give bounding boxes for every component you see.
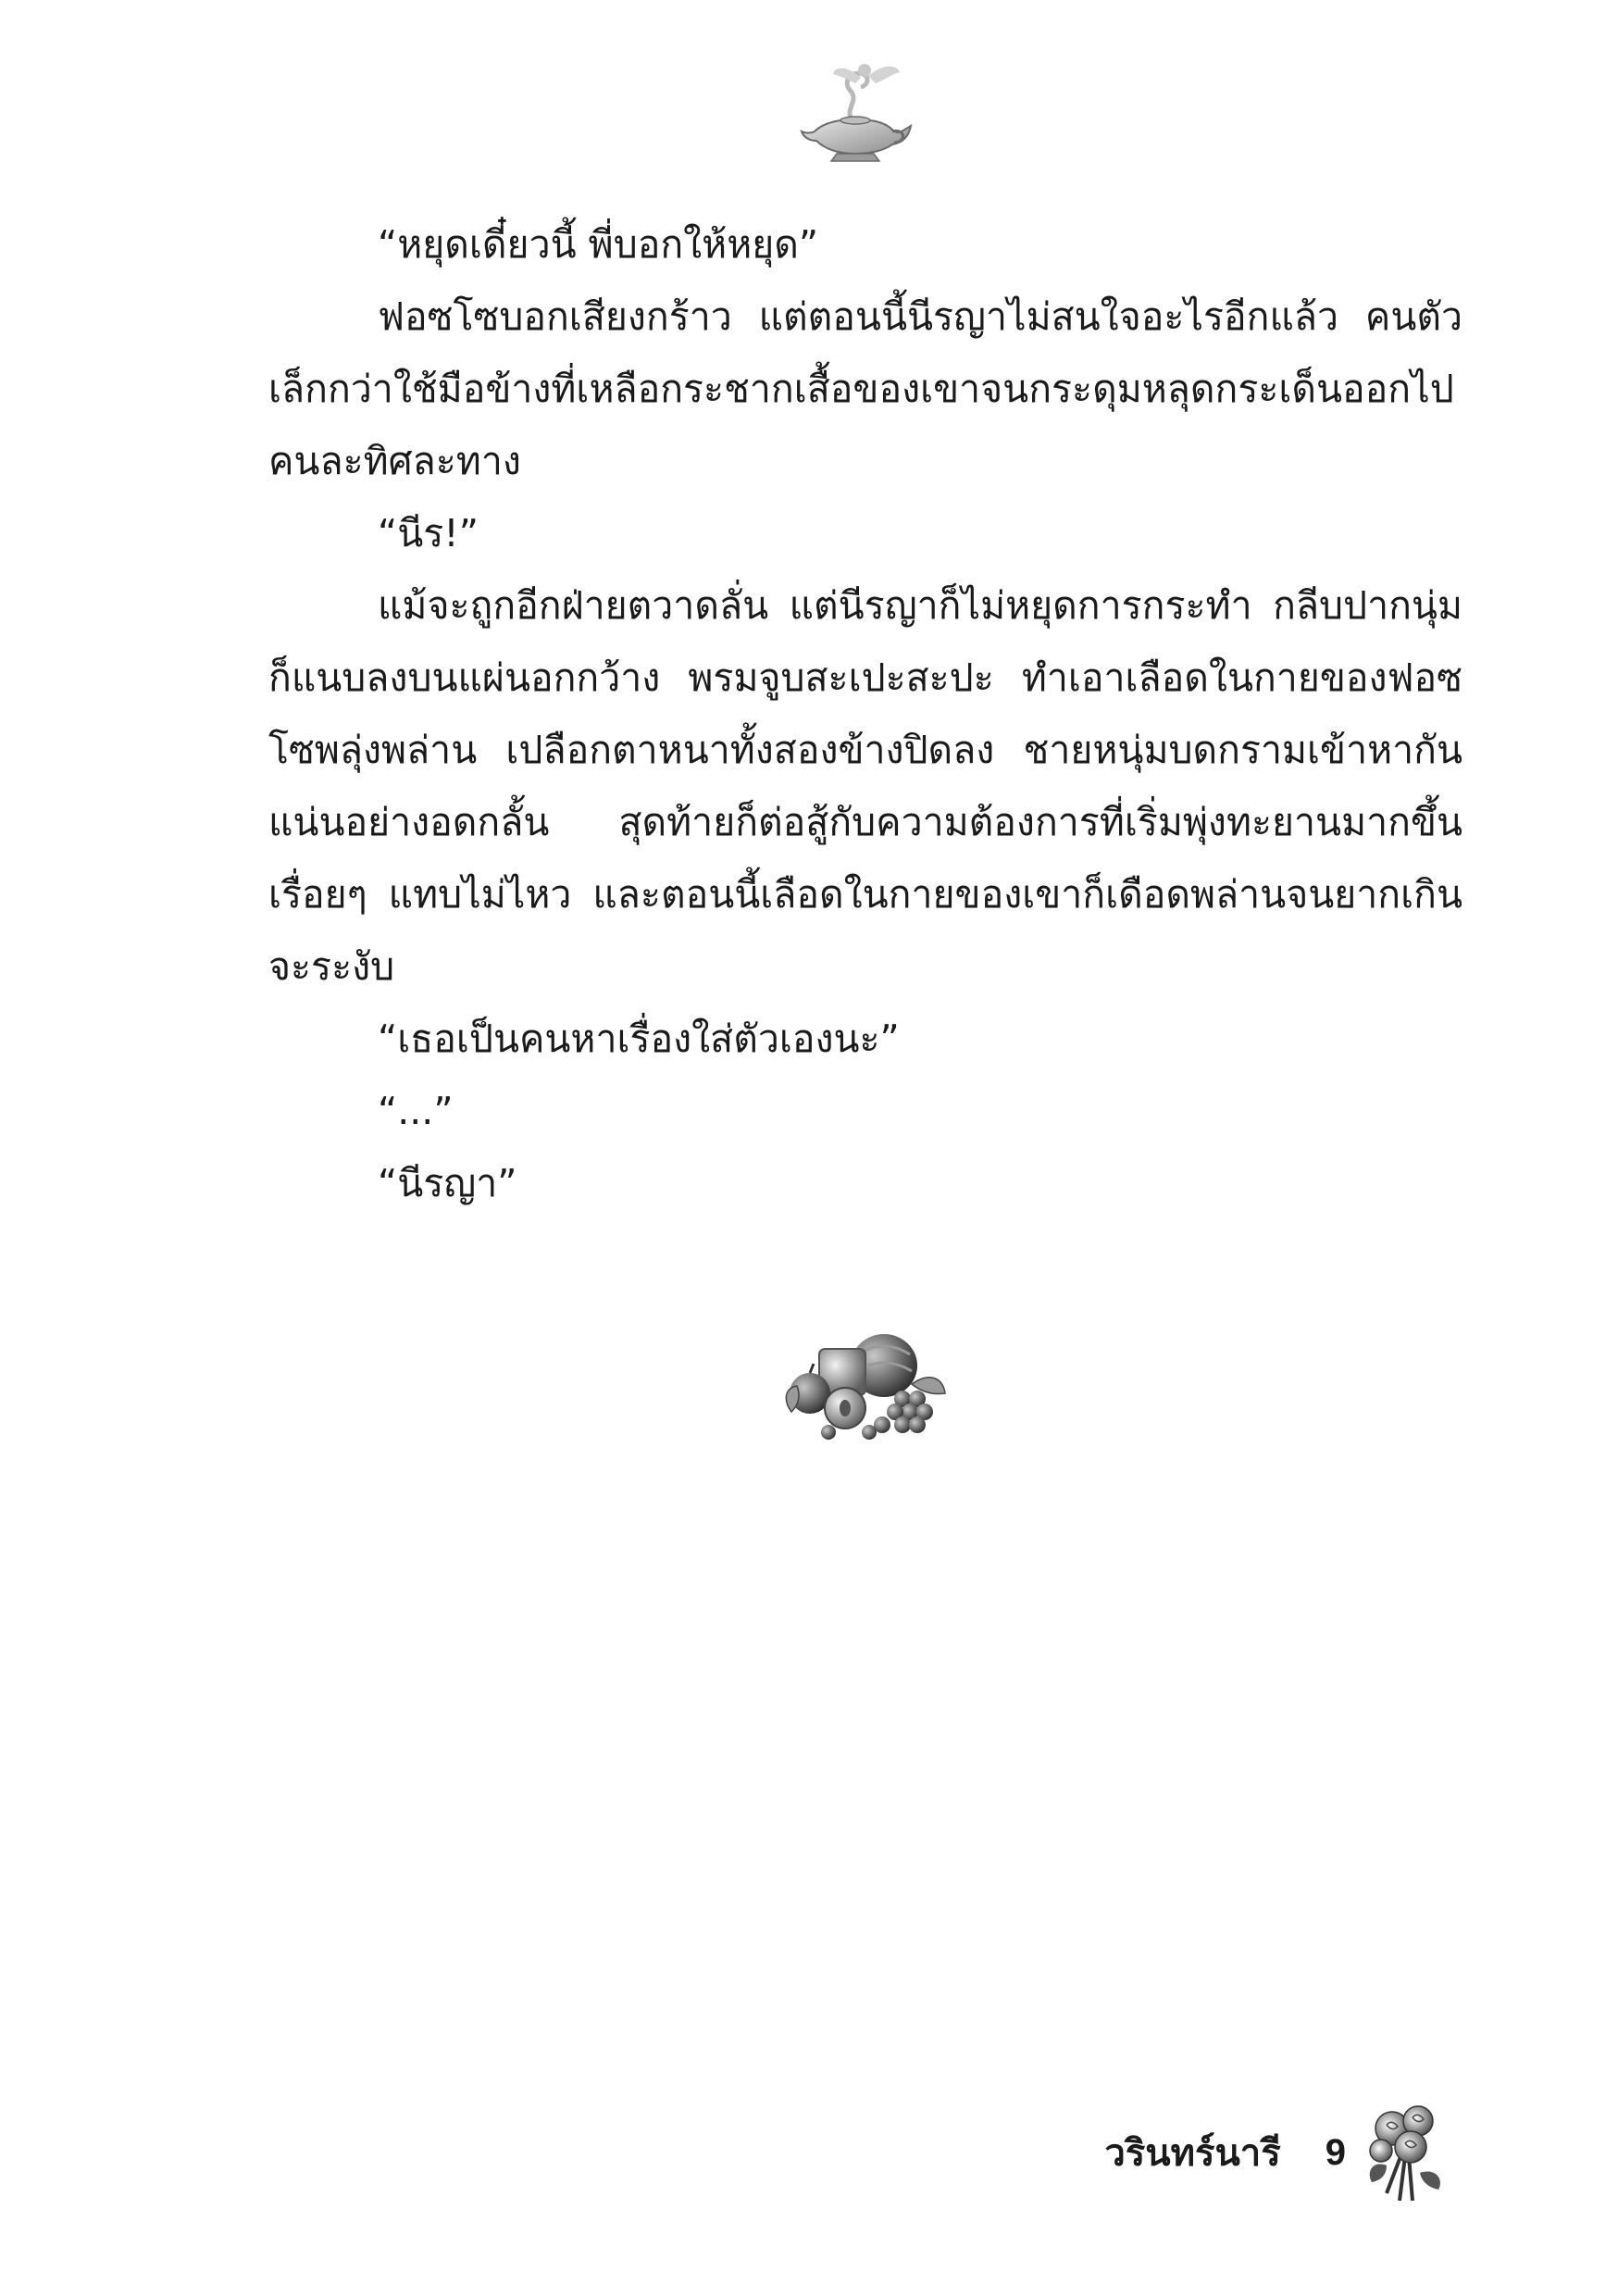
paragraph: แม้จะถูกอีกฝ่ายตวาดลั่น แต่นีรญาก็ไม่หยุดการกระทำ กลีบปากนุ่มก็แนบลงบนแผ่นอกกว้าง พรมจูบสะเปะสะปะ ทำเอาเลือดในกายของฟอซโซพลุ่งพล่าน เปลือกตาหนาทั้งสองข้างปิดลง ชายหนุ่มบดกรามเข้าหากันแน่นอย่างอดกลั้น สุดท้ายก็ต่อสู้กับความต้องการที่เริ่มพุ่งทะยานมากขึ้นเรื่อยๆ แทบไม่ไหว และตอนนี้เลือดในกายของเขาก็เดือดพล่านจนยากเกินจะระงับ xyxy=(268,583,1462,989)
paragraph: “หยุดเดี๋ยวนี้ พี่บอกให้หยุด” xyxy=(378,222,819,267)
page-footer xyxy=(1104,2102,1451,2203)
paragraph: “...” xyxy=(378,1089,454,1133)
fruit-basket-icon xyxy=(773,1310,949,1449)
rose-bouquet-icon xyxy=(1359,2101,1451,2204)
page-number: 9 xyxy=(1325,2131,1346,2173)
paragraph: “นีร!” xyxy=(378,511,479,555)
body-text xyxy=(268,208,1462,1219)
paragraph: “เธอเป็นคนหาเรื่องใส่ตัวเองนะ” xyxy=(378,1017,900,1061)
paragraph: ฟอซโซบอกเสียงกร้าว แต่ตอนนี้นีรญาไม่สนใจอะไรอีกแล้ว คนตัวเล็กกว่าใช้มือข้างที่เหลือกระชากเสื้อของเขาจนกระดุมหลุดกระเด็นออกไปคนละทิศละทาง xyxy=(268,294,1462,483)
genie-lamp-icon xyxy=(796,57,916,168)
paragraph: “นีรญา” xyxy=(378,1161,517,1205)
book-title: วรินทร์นารี xyxy=(1104,2132,1281,2175)
